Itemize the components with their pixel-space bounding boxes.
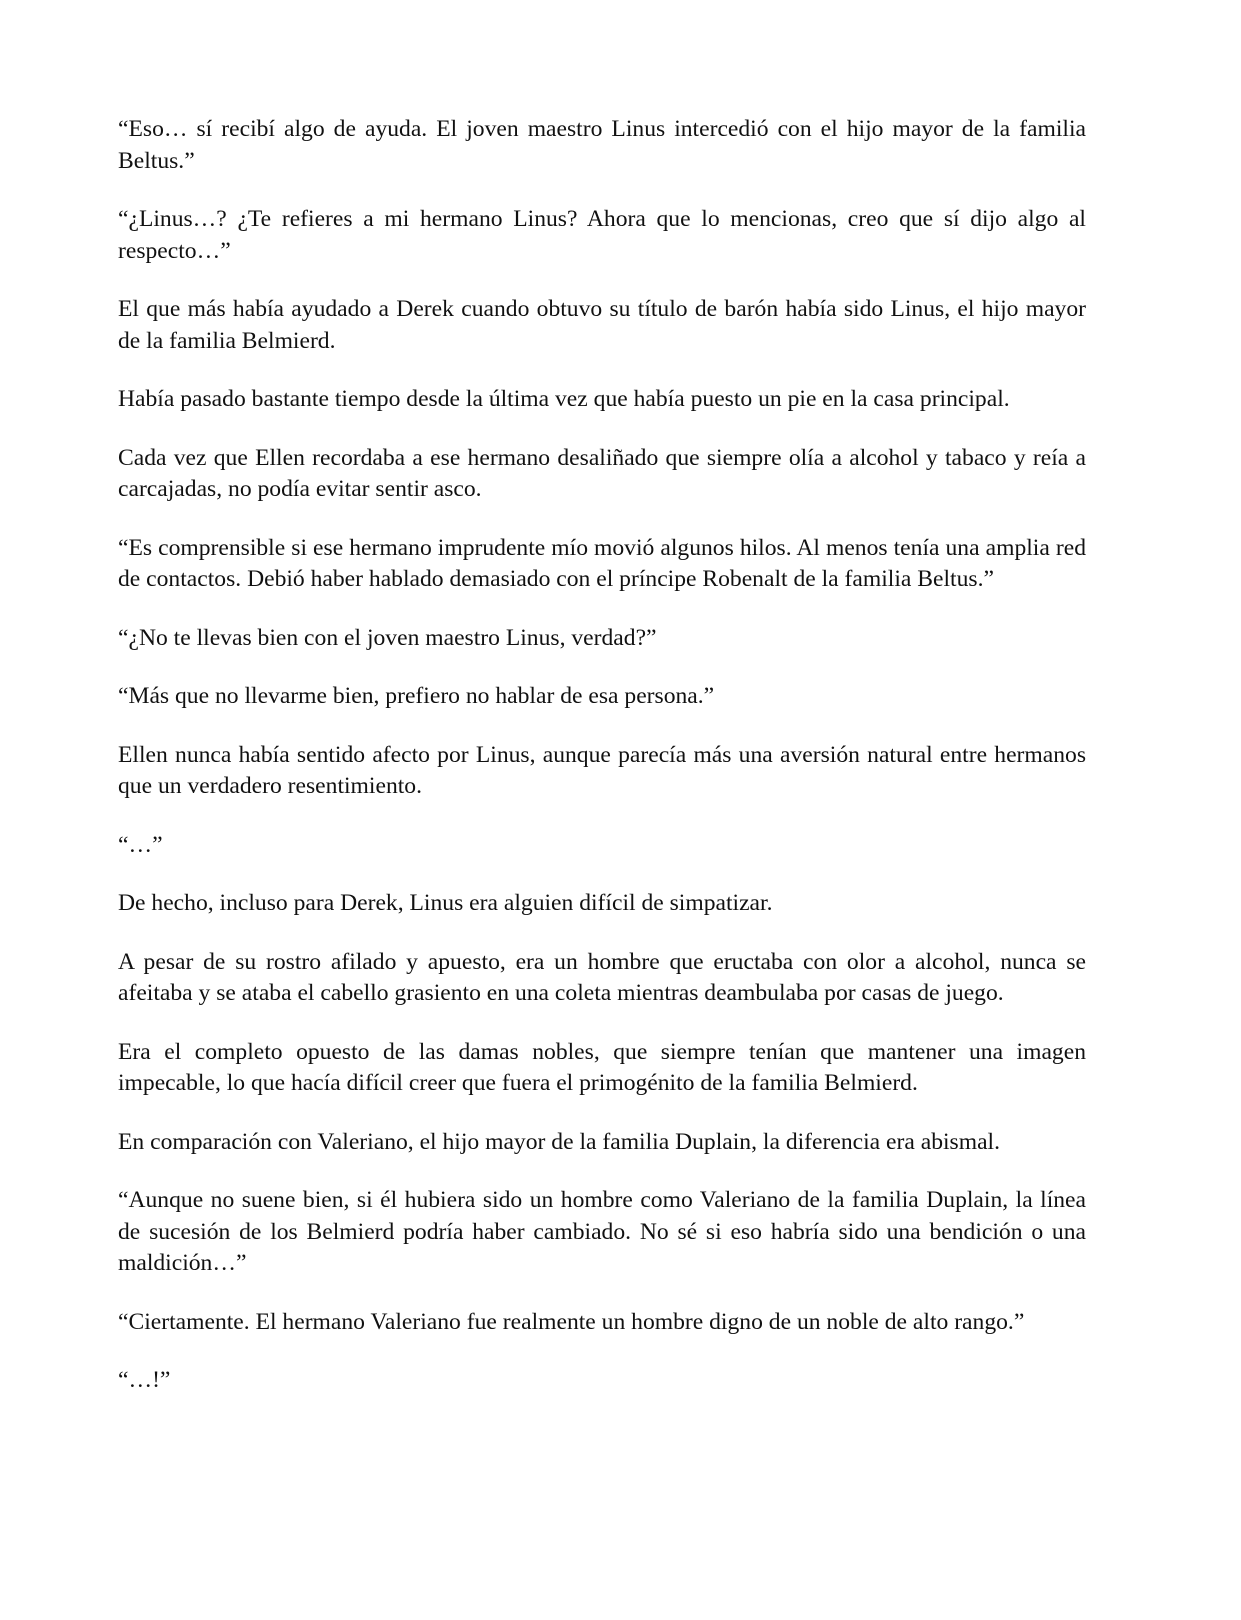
paragraph: Ellen nunca había sentido afecto por Linus, aunque parecía más una aversión natural entre hermanos que un verdadero resentimiento. (118, 741, 1086, 799)
paragraph: “Ciertamente. El hermano Valeriano fue realmente un hombre digno de un noble de alto rango.” (118, 1308, 1025, 1335)
paragraph: Cada vez que Ellen recordaba a ese hermano desaliñado que siempre olía a alcohol y tabaco y reía a carcajadas, no podía evitar sentir asco. (118, 444, 1086, 502)
paragraph: Había pasado bastante tiempo desde la última vez que había puesto un pie en la casa principal. (118, 386, 1010, 412)
paragraph: Era el completo opuesto de las damas nobles, que siempre tenían que mantener una imagen impecable, lo que hacía difícil creer que fuera el primogénito de la familia Belmierd. (118, 1038, 1086, 1096)
paragraph: “¿Linus…? ¿Te refieres a mi hermano Linus? Ahora que lo mencionas, creo que sí dijo algo al respecto…” (118, 206, 1086, 264)
paragraph: “Es comprensible si ese hermano imprudente mío movió algunos hilos. Al menos tenía una amplia red de contactos. Debió haber hablado demasiado con el príncipe Robenalt de la familia Beltus.” (118, 534, 1086, 592)
text-column (118, 114, 1086, 1424)
paragraph: “Eso… sí recibí algo de ayuda. El joven maestro Linus intercedió con el hijo mayor de la familia Beltus.” (118, 116, 1086, 174)
paragraph: “¿No te llevas bien con el joven maestro Linus, verdad?” (118, 624, 657, 651)
paragraph: A pesar de su rostro afilado y apuesto, era un hombre que eructaba con olor a alcohol, nunca se afeitaba y se ataba el cabello grasiento en una coleta mientras deambulaba por casas de juego. (118, 948, 1086, 1006)
paragraph: En comparación con Valeriano, el hijo mayor de la familia Duplain, la diferencia era abismal. (118, 1128, 1001, 1155)
paragraph: El que más había ayudado a Derek cuando obtuvo su título de barón había sido Linus, el hijo mayor de la familia Belmierd. (118, 296, 1086, 354)
paragraph: “…!” (118, 1367, 171, 1393)
paragraph: “Más que no llevarme bien, prefiero no hablar de esa persona.” (118, 683, 715, 709)
paragraph: “Aunque no suene bien, si él hubiera sido un hombre como Valeriano de la familia Duplain, la línea de sucesión de los Belmierd podría haber cambiado. No sé si eso habría sido una bendición o una maldición…” (118, 1187, 1086, 1276)
paragraph: “…” (118, 831, 163, 858)
paragraph: De hecho, incluso para Derek, Linus era alguien difícil de simpatizar. (118, 890, 773, 916)
